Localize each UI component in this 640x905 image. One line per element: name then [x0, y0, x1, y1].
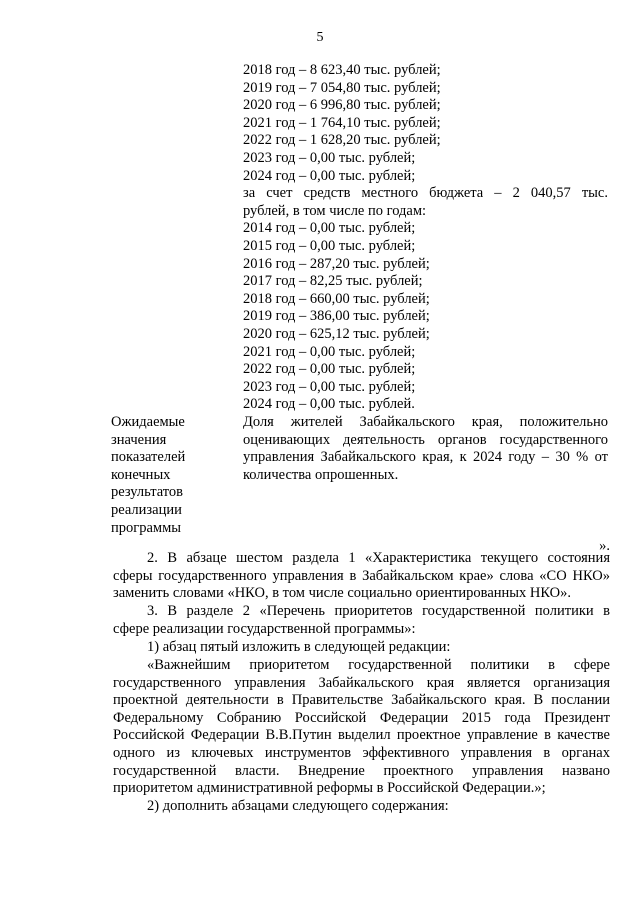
- funding-line: 2016 год – 287,20 тыс. рублей;: [243, 255, 430, 272]
- text-line: сфере реализации государственной программы»:: [113, 620, 416, 637]
- local-budget-heading-cont: рублей, в том числе по годам:: [243, 202, 427, 219]
- text-line: количества опрошенных.: [243, 466, 399, 483]
- subitem-1: [113, 639, 610, 657]
- funding-line: 2021 год – 1 764,10 тыс. рублей;: [243, 114, 441, 131]
- text-line: государственного управления Забайкальского края является организация: [113, 674, 610, 691]
- closing-quote: ».: [599, 538, 610, 554]
- funding-list: [243, 62, 613, 414]
- text-line: одного из ключевых инструментов эффективного управления в органах: [113, 744, 610, 761]
- funding-line: 2023 год – 0,00 тыс. рублей;: [243, 378, 416, 395]
- item-2-paragraph: [113, 550, 610, 603]
- funding-line: 2024 год – 0,00 тыс. рублей.: [243, 396, 415, 413]
- page-number: 5: [316, 30, 324, 45]
- label-line: Ожидаемые: [111, 414, 185, 430]
- expected-results-label: [111, 414, 221, 537]
- text-line: заменить словами «НКО, в том числе социально ориентированных НКО».: [113, 585, 572, 602]
- subitem-2: [113, 798, 610, 816]
- expected-results-text: [243, 414, 608, 484]
- text-line: 2) дополнить абзацами следующего содержания:: [147, 798, 449, 814]
- text-line: Федеральному Собранию Российской Федерации 2015 года Президент: [113, 709, 610, 726]
- funding-line: 2019 год – 386,00 тыс. рублей;: [243, 308, 430, 325]
- local-budget-heading: за счет средств местного бюджета – 2 040,57 тыс.: [243, 185, 608, 202]
- text-line: Доля жителей Забайкальского края, положительно: [243, 414, 608, 430]
- funding-line: 2014 год – 0,00 тыс. рублей;: [243, 220, 416, 237]
- funding-line: 2017 год – 82,25 тыс. рублей;: [243, 273, 423, 290]
- funding-line: 2020 год – 6 996,80 тыс. рублей;: [243, 97, 441, 114]
- text-line: 1) абзац пятый изложить в следующей редакции:: [147, 639, 451, 655]
- text-line: Российской Федерации В.В.Путин выделил проектное управление в качестве: [113, 727, 610, 744]
- funding-line: 2019 год – 7 054,80 тыс. рублей;: [243, 79, 441, 96]
- label-line: программы: [111, 519, 181, 536]
- item-3-paragraph: [113, 603, 610, 638]
- text-line: «Важнейшим приоритетом государственной политики в сфере: [147, 657, 610, 673]
- label-line: результатов: [111, 484, 184, 501]
- label-line: конечных: [111, 466, 171, 483]
- funding-line: 2022 год – 1 628,20 тыс. рублей;: [243, 132, 441, 149]
- text-line: приоритетом административной реформы в Российской Федерации.»;: [113, 780, 546, 797]
- funding-line: 2024 год – 0,00 тыс. рублей;: [243, 167, 416, 184]
- funding-line: 2023 год – 0,00 тыс. рублей;: [243, 149, 416, 166]
- text-line: 3. В разделе 2 «Перечень приоритетов государственной политики в: [147, 603, 610, 619]
- funding-line: 2018 год – 8 623,40 тыс. рублей;: [243, 62, 441, 78]
- label-line: показателей: [111, 449, 186, 466]
- funding-line: 2020 год – 625,12 тыс. рублей;: [243, 325, 430, 342]
- funding-line: 2015 год – 0,00 тыс. рублей;: [243, 237, 416, 254]
- text-line: управления Забайкальского края, к 2024 году – 30 % от: [243, 449, 608, 466]
- funding-line: 2022 год – 0,00 тыс. рублей;: [243, 361, 416, 378]
- text-line: оценивающих деятельность органов государственного: [243, 431, 608, 448]
- quoted-paragraph: [113, 657, 610, 798]
- text-line: сферы государственного управления в Забайкальском крае» слова «СО НКО»: [113, 567, 610, 584]
- funding-line: 2021 год – 0,00 тыс. рублей;: [243, 343, 416, 360]
- funding-line: 2018 год – 660,00 тыс. рублей;: [243, 290, 430, 307]
- text-line: проектной деятельности в Правительстве Забайкальского края. В послании: [113, 692, 610, 709]
- text-line: государственной власти. Внедрение проектного управления названо: [113, 762, 610, 779]
- label-line: реализации: [111, 501, 182, 518]
- label-line: значения: [111, 431, 167, 448]
- text-line: 2. В абзаце шестом раздела 1 «Характеристика текущего состояния: [147, 550, 610, 566]
